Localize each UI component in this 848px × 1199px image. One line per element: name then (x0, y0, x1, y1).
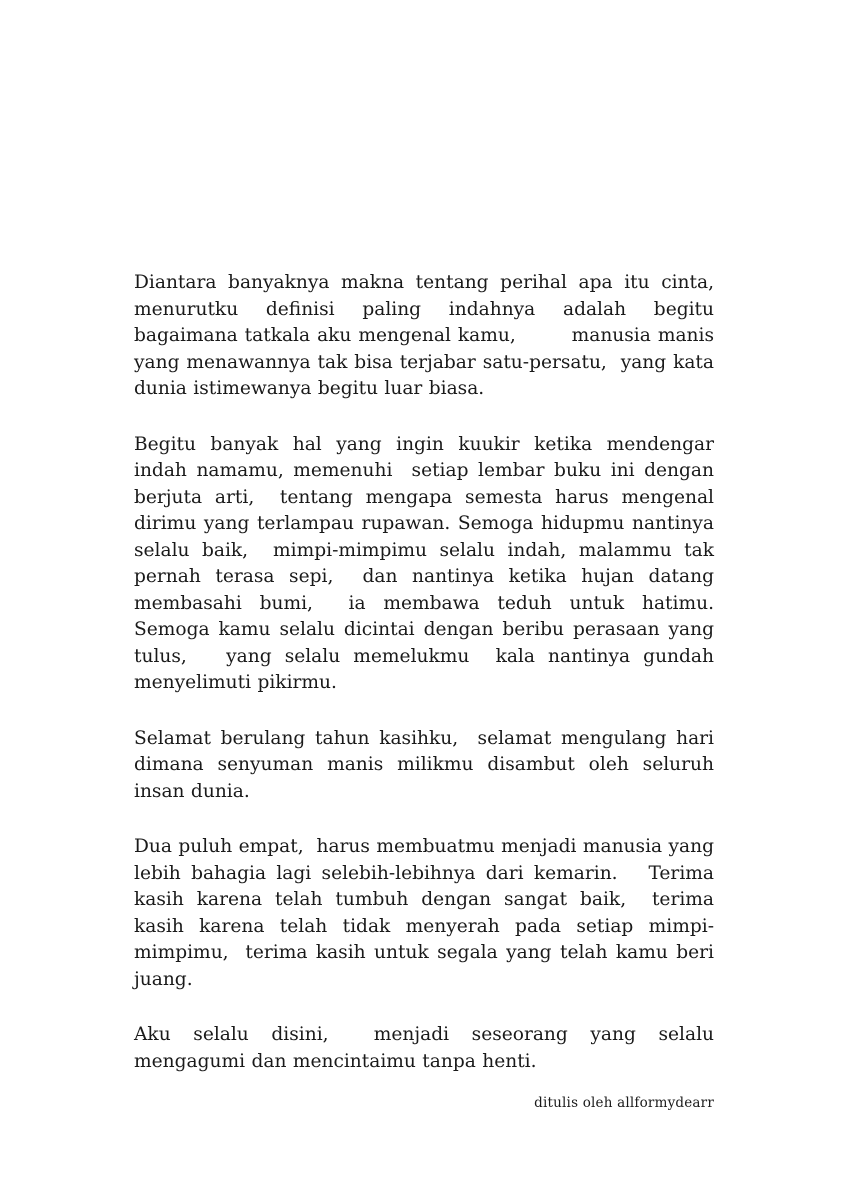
paragraph-1: Diantara banyaknya makna tentang perihal apa itu cinta, menurutku definisi paling indahnya adalah begitu bagaimana tatkala aku mengenal kamu, manusia manis yang menawannya tak bisa terjabar satu-persatu, yang kata dunia istimewanya begitu luar biasa. (134, 272, 727, 399)
paragraph-4: Dua puluh empat, harus membuatmu menjadi manusia yang lebih bahagia lagi selebih-lebihnya dari kemarin. Terima kasih karena telah tumbuh dengan sangat baik, terima kasih karena telah tidak menyerah pada setiap mimpi-mimpimu, terima kasih untuk segala yang telah kamu beri juang. (134, 836, 721, 990)
paragraph-3: Selamat berulang tahun kasihku, selamat mengulang hari dimana senyuman manis milikmu disambut oleh seluruh insan dunia. (134, 727, 721, 802)
author-signature: ditulis oleh allformydearr (534, 1095, 714, 1111)
paragraph-2: Begitu banyak hal yang ingin kuukir ketika mendengar indah namamu, memenuhi setiap lembar buku ini dengan berjuta arti, tentang mengapa semesta harus mengenal dirimu yang terlampau rupawan. Semoga hidupmu nantinya selalu baik, mimpi-mimpimu selalu indah, malammu tak pernah terasa sepi, dan nantinya ketika hujan datang membasahi bumi, ia membawa teduh untuk hatimu. Semoga kamu selalu dicintai dengan beribu perasaan yang tulus, yang selalu memelukmu kala nantinya gundah menyelimuti pikirmu. (134, 433, 727, 693)
letter-body (134, 270, 727, 1104)
paragraph-5: Aku selalu disini, menjadi seseorang yang selalu mengagumi dan mencintaimu tanpa henti. (134, 1024, 721, 1072)
